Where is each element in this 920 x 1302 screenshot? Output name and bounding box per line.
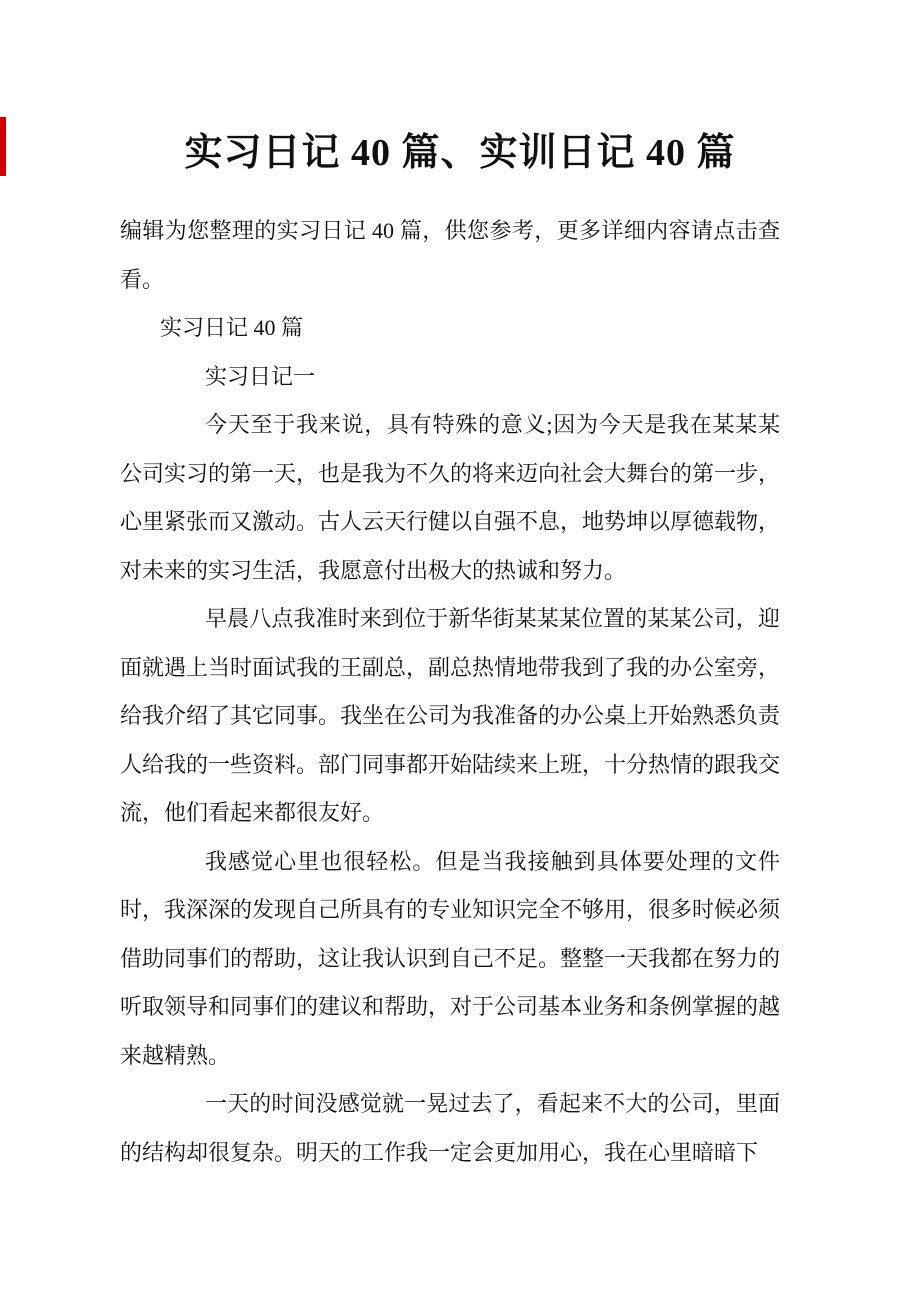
section-title-paragraph: 实习日记 40 篇 <box>160 315 304 340</box>
body-paragraph: 今天至于我来说，具有特殊的意义;因为今天是我在某某某公司实习的第一天，也是我为不久的将来迈向社会大舞台的第一步，心里紧张而又激动。古人云天行健以自强不息，地势坤以厚德载物，对未来的实习生活，我愿意付出极大的热诚和努力。 <box>120 412 781 583</box>
entry-title-paragraph: 实习日记一 <box>205 363 316 389</box>
body-paragraph: 我感觉心里也很轻松。但是当我接触到具体要处理的文件时，我深深的发现自己所具有的专业知识完全不够用，很多时候必须借助同事们的帮助，这让我认识到自己不足。整整一天我都在努力的听取领导和同事们的建议和帮助，对于公司基本业务和条例掌握的越来越精熟。 <box>120 848 781 1068</box>
document-title: 实习日记 40 篇、实训日记 40 篇 <box>184 132 736 175</box>
intro-paragraph: 编辑为您整理的实习日记 40 篇，供您参考，更多详细内容请点击查看。 <box>120 218 780 292</box>
body-paragraph: 一天的时间没感觉就一晃过去了，看起来不大的公司，里面的结构却很复杂。明天的工作我一定会更加用心，我在心里暗暗下 <box>120 1091 780 1165</box>
body-paragraph: 早晨八点我准时来到位于新华街某某某位置的某某公司，迎面就遇上当时面试我的王副总，副总热情地带我到了我的办公室旁，给我介绍了其它同事。我坐在公司为我准备的办公桌上开始熟悉负责人给我的一些资料。部门同事都开始陆续来上班，十分热情的跟我交流，他们看起来都很友好。 <box>120 606 781 825</box>
document-body <box>120 207 780 1177</box>
